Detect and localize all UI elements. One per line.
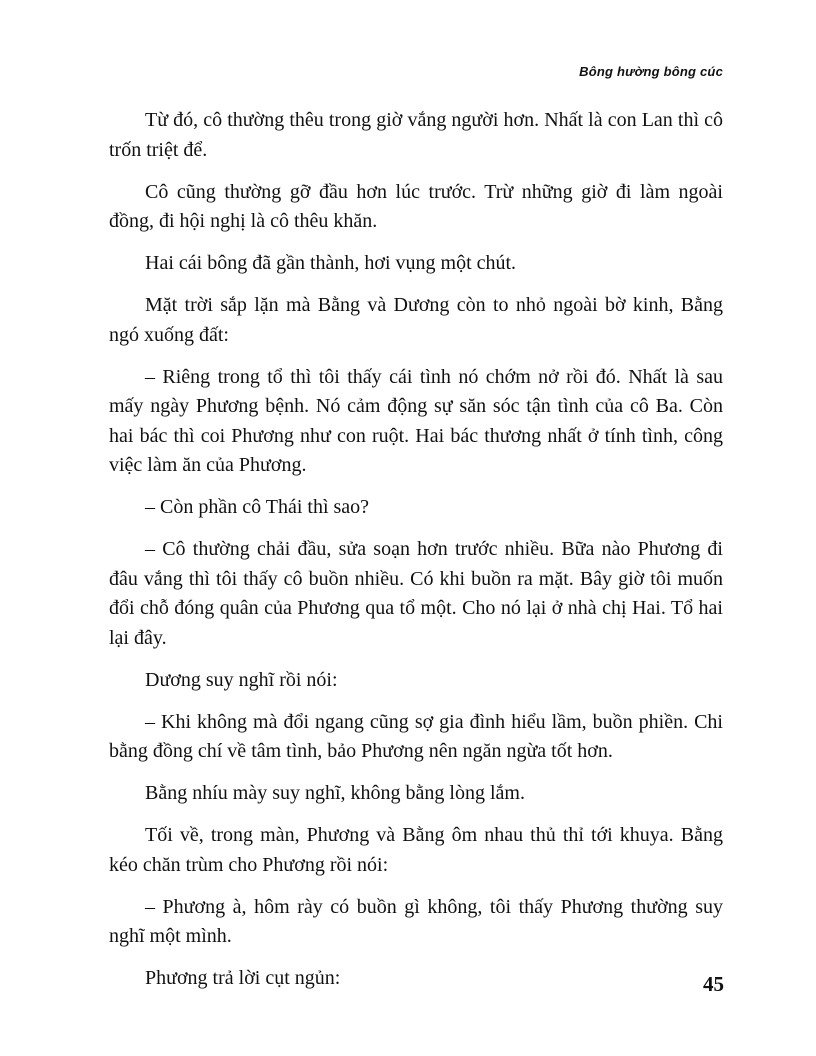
paragraph: – Khi không mà đổi ngang cũng sợ gia đình hiểu lầm, buồn phiền. Chi bằng đồng chí về tâm tình, bảo Phương nên ngăn ngừa tốt hơn. <box>109 710 723 762</box>
paragraph: Từ đó, cô thường thêu trong giờ vắng người hơn. Nhất là con Lan thì cô trốn triệt để. <box>109 109 723 161</box>
paragraph: – Còn phần cô Thái thì sao? <box>145 496 370 518</box>
paragraph: Mặt trời sắp lặn mà Bằng và Dương còn to nhỏ ngoài bờ kinh, Bằng ngó xuống đất: <box>109 294 723 346</box>
body-text <box>109 106 723 1006</box>
paragraph: Phương trả lời cụt ngủn: <box>145 967 341 989</box>
running-header: Bông hường bông cúc <box>579 64 723 79</box>
paragraph: Dương suy nghĩ rồi nói: <box>145 668 338 691</box>
paragraph: – Phương à, hôm rày có buồn gì không, tôi thấy Phương thường suy nghĩ một mình. <box>109 895 723 947</box>
paragraph: Bằng nhíu mày suy nghĩ, không bằng lòng lắm. <box>145 782 525 804</box>
paragraph: – Cô thường chải đầu, sửa soạn hơn trước nhiều. Bữa nào Phương đi đâu vắng thì tôi thấy cô buồn nhiều. Có khi buồn ra mặt. Bây giờ tôi muốn đổi chỗ đóng quân của Phương qua tổ một. Cho nó lại ở nhà chị Hai. Tổ hai lại đây. <box>109 538 723 649</box>
paragraph: Tối về, trong màn, Phương và Bằng ôm nhau thủ thỉ tới khuya. Bằng kéo chăn trùm cho Phương rồi nói: <box>109 824 723 876</box>
paragraph: – Riêng trong tổ thì tôi thấy cái tình nó chớm nở rồi đó. Nhất là sau mấy ngày Phương bệnh. Nó cảm động sự săn sóc tận tình của cô Ba. Còn hai bác thì coi Phương như con ruột. Hai bác thương nhất ở tính tình, công việc làm ăn của Phương. <box>109 365 723 476</box>
page-number: 45 <box>703 972 724 996</box>
paragraph: Hai cái bông đã gần thành, hơi vụng một chút. <box>145 252 517 274</box>
paragraph: Cô cũng thường gỡ đầu hơn lúc trước. Trừ những giờ đi làm ngoài đồng, đi hội nghị là cô thêu khăn. <box>109 180 723 232</box>
